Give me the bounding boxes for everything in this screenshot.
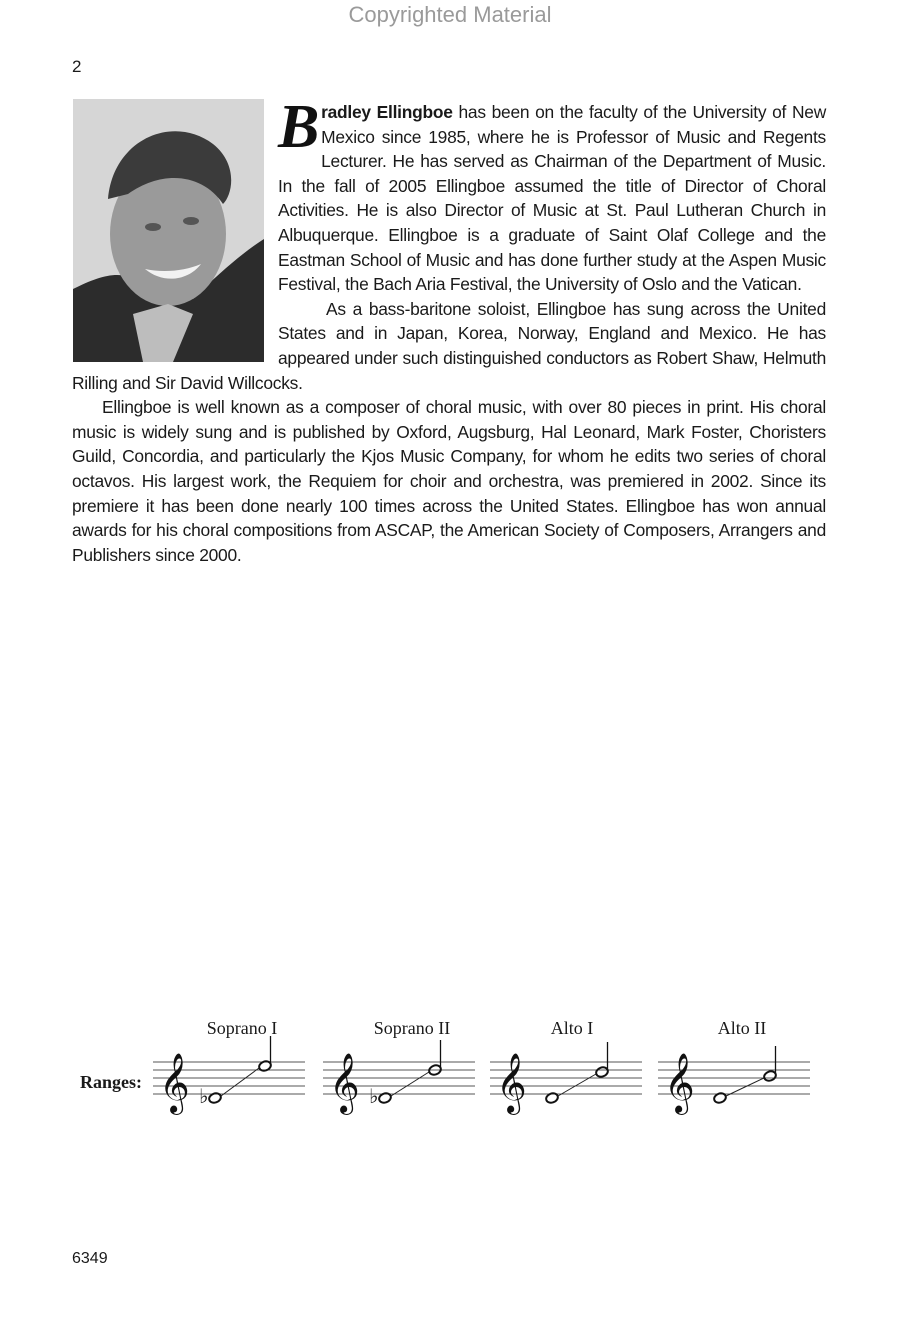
range-connector bbox=[558, 1074, 596, 1096]
vocal-ranges bbox=[80, 1010, 820, 1140]
copyright-watermark: Copyrighted Material bbox=[348, 2, 552, 27]
voice-label-soprano-2: Soprano II bbox=[373, 1018, 451, 1038]
voice-label-soprano-1: Soprano I bbox=[206, 1018, 278, 1038]
author-biography bbox=[72, 93, 827, 567]
bio-paragraph-2: As a bass-baritone soloist, Ellingboe has sung across the United States and in Japan, Korea, Norway, England and Mexico. He has appeared under such distinguished conductors as Robert Shaw, Helmuth Rilling and Sir David Willcocks. bbox=[72, 298, 826, 393]
voice-label-alto-2: Alto II bbox=[717, 1018, 767, 1038]
drop-cap: B bbox=[278, 93, 320, 161]
ranges-label: Ranges: bbox=[80, 1072, 142, 1092]
photo-spacer bbox=[72, 100, 278, 348]
range-staves bbox=[80, 1010, 820, 1140]
flat-sign-icon: ♭ bbox=[369, 1084, 379, 1108]
page-number: 2 bbox=[72, 57, 82, 76]
author-name: radley Ellingboe bbox=[321, 102, 453, 122]
voice-label-alto-1: Alto I bbox=[550, 1018, 594, 1038]
range-connector bbox=[726, 1078, 764, 1096]
bio-paragraph-1-text: has been on the faculty of the University of New Mexico since 1985, where he is Professor of Music and Regents Lecturer. He has served as Chairman of the Department of Music. In the fall of 2005 Ellingboe assumed the title of Director of Choral Activities. He is also Director of Music at St. Paul Lutheran Church in Albuquerque. Ellingboe is a graduate of Saint Olaf College and the Eastman School of Music and has done further study at the Aspen Music Festival, the Bach Aria Festival, the University of Oslo and the Vatican. bbox=[278, 102, 827, 295]
treble-clef-icon: 𝄞 bbox=[496, 1053, 527, 1113]
range-connector bbox=[391, 1072, 429, 1096]
bio-paragraph-3: Ellingboe is well known as a composer of choral music, with over 80 pieces in print. His choral music is widely sung and is published by Oxford, Augsburg, Hal Leonard, Mark Foster, Choristers Guild, Concordia, and particularly the Kjos Music Company, for whom he edits two series of choral octavos. His largest work, the Requiem for choir and orchestra, was premiered in 2002. Since its premiere it has been done nearly 100 times across the United States. Ellingboe has won annual awards for his choral compositions from ASCAP, the American Society of Composers, Arrangers and Publishers since 2000. bbox=[72, 397, 826, 565]
treble-clef-icon: 𝄞 bbox=[664, 1053, 695, 1113]
flat-sign-icon: ♭ bbox=[199, 1084, 209, 1108]
treble-clef-icon: 𝄞 bbox=[159, 1053, 190, 1113]
catalog-number: 6349 bbox=[72, 1250, 108, 1267]
treble-clef-icon: 𝄞 bbox=[329, 1053, 360, 1113]
range-connector bbox=[221, 1068, 259, 1096]
